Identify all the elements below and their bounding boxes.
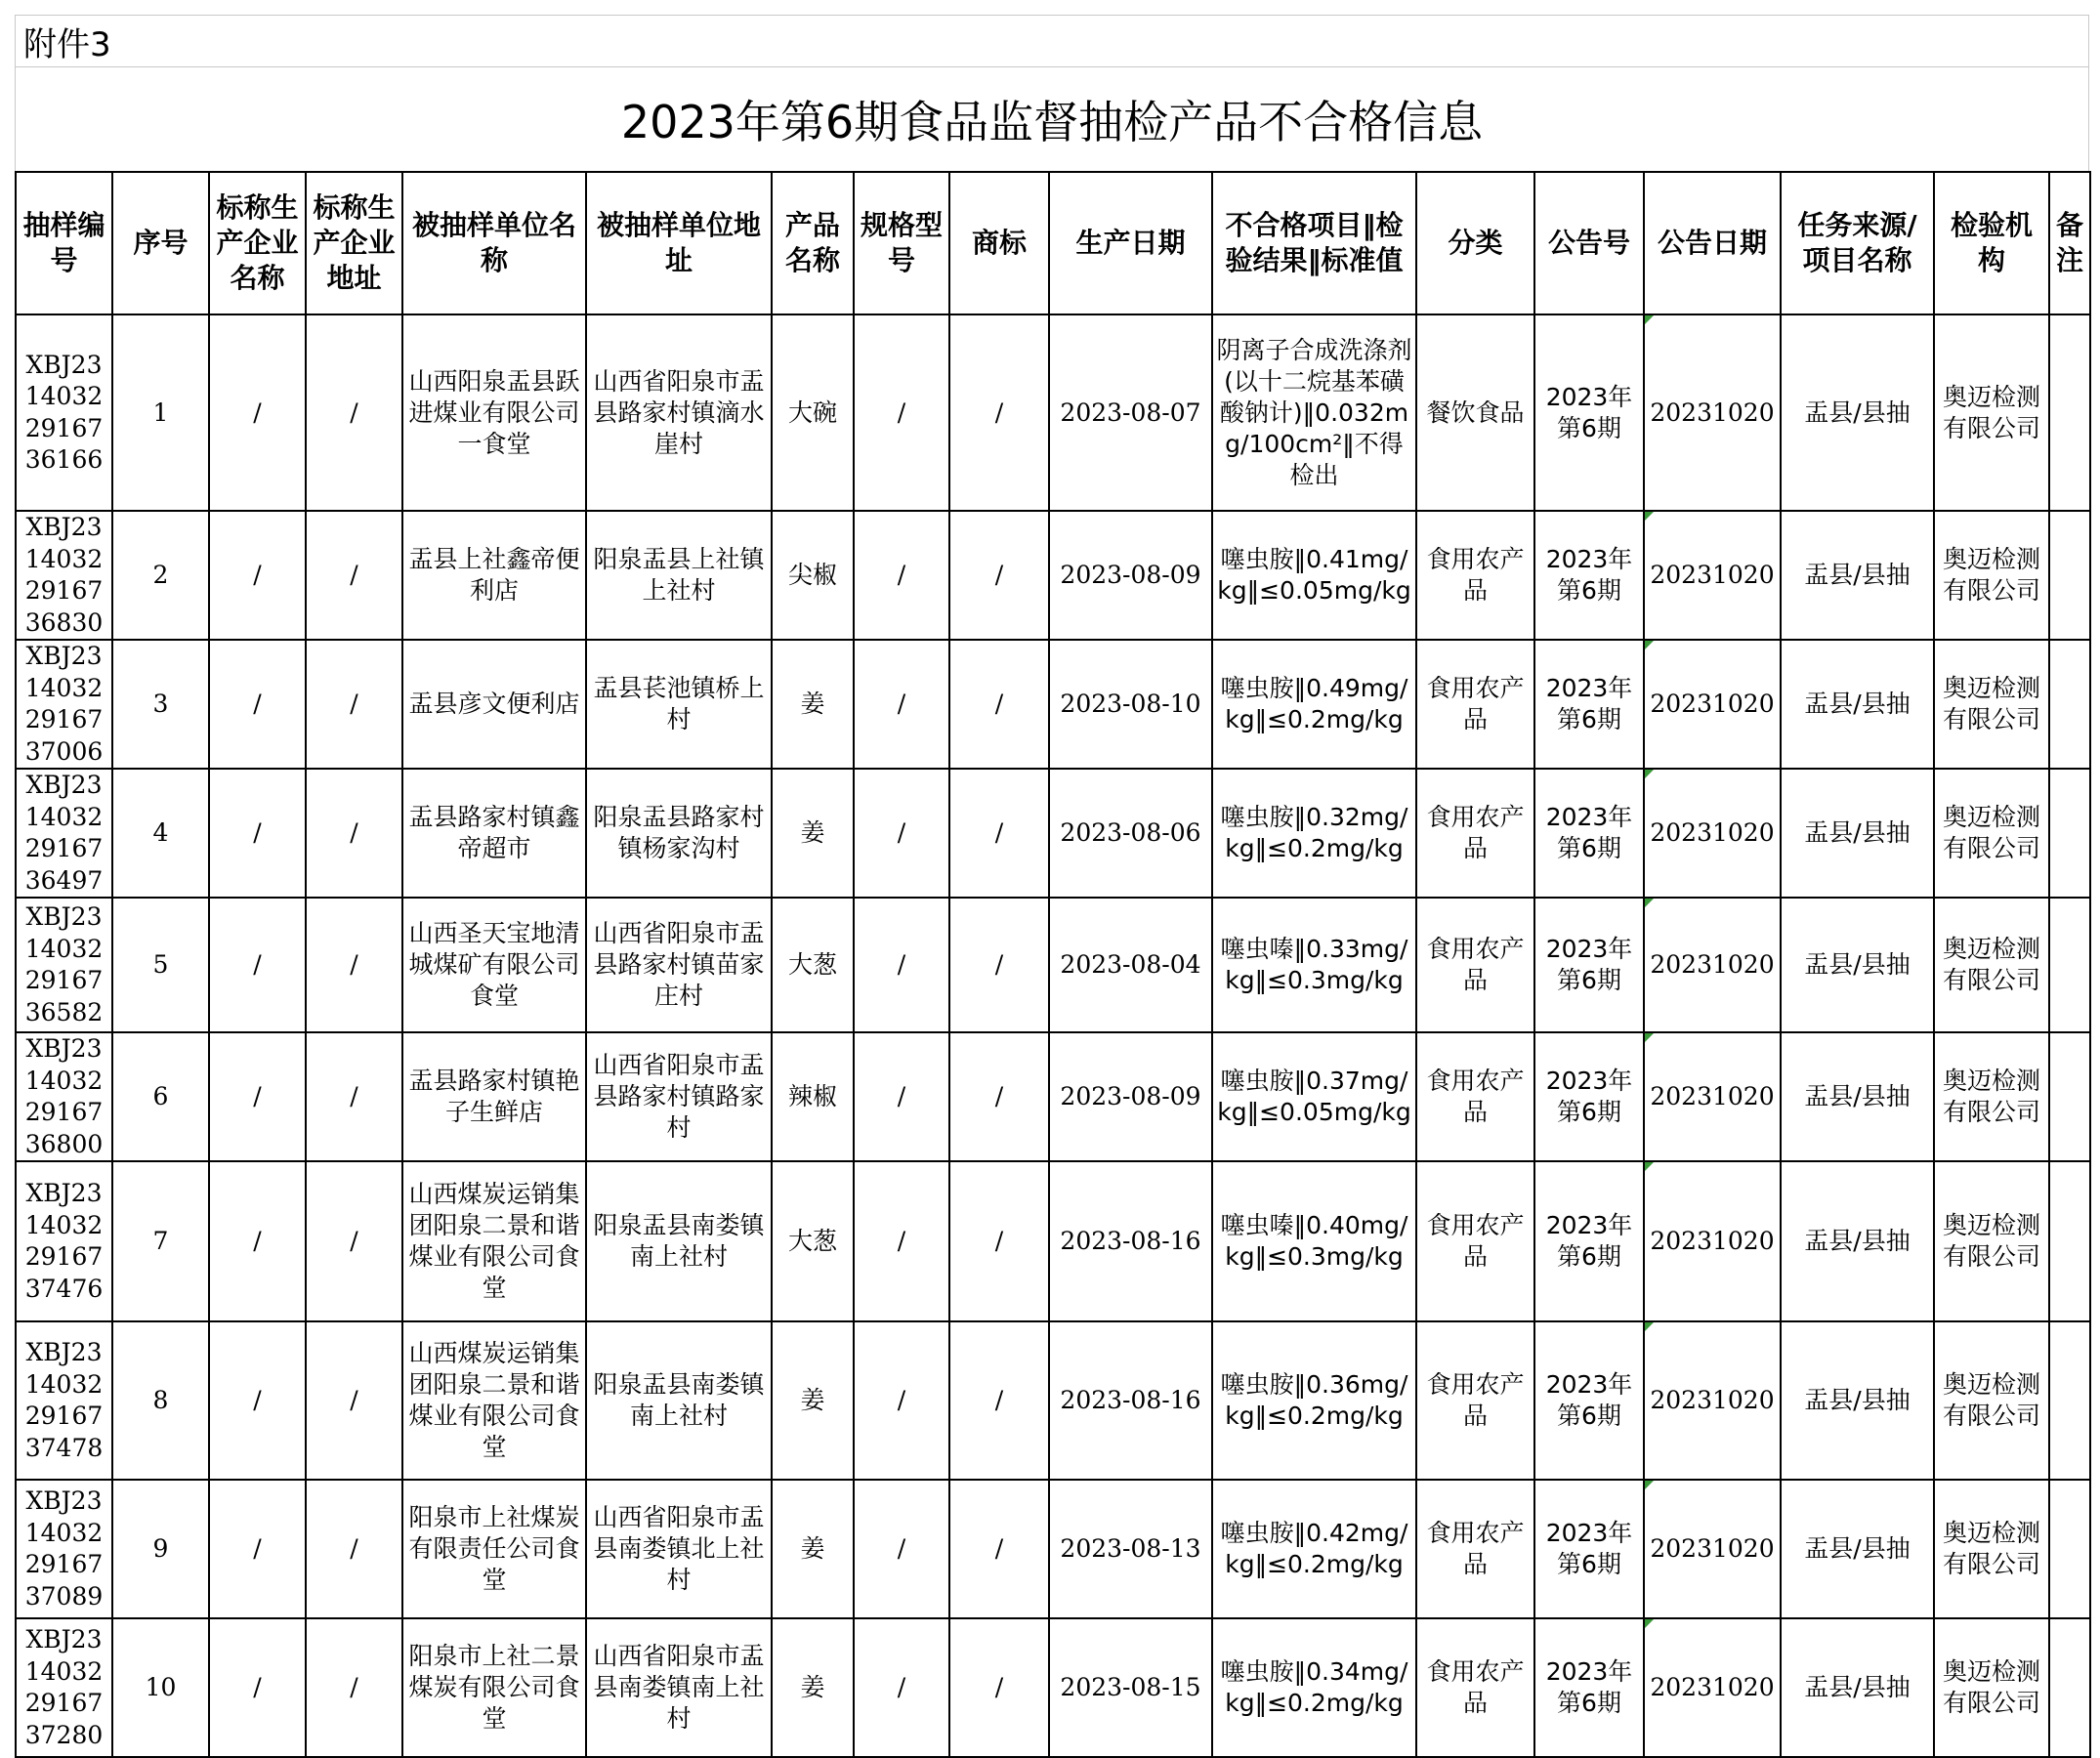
sampled-unit-name-cell: 阳泉市上社煤炭有限责任公司食堂 [402, 1480, 586, 1618]
manufacturer-name-cell: / [209, 1480, 306, 1618]
table-body [16, 314, 2090, 1757]
manufacturer-name-cell: / [209, 314, 306, 511]
notice-number-cell: 2023年第6期 [1534, 314, 1644, 511]
manufacturer-address-cell: / [306, 1321, 402, 1480]
sampled-unit-address-cell: 山西省阳泉市盂县南娄镇南上社村 [586, 1618, 772, 1757]
manufacturer-address-cell: / [306, 1618, 402, 1757]
testing-lab-cell: 奥迈检测有限公司 [1934, 1161, 2049, 1321]
category-cell: 餐饮食品 [1416, 314, 1534, 511]
manufacturer-address-cell: / [306, 1480, 402, 1618]
notice-date-cell: 20231020 [1644, 1321, 1781, 1480]
category-cell: 食用农产品 [1416, 640, 1534, 769]
sampled-unit-name-cell: 盂县上社鑫帝便利店 [402, 511, 586, 640]
task-source-cell: 盂县/县抽 [1781, 640, 1934, 769]
production-date-cell: 2023-08-09 [1049, 1032, 1212, 1161]
manufacturer-name-cell: / [209, 898, 306, 1032]
remark-cell [2049, 640, 2090, 769]
notice-number-cell: 2023年第6期 [1534, 1161, 1644, 1321]
category-cell: 食用农产品 [1416, 511, 1534, 640]
header-cell: 标称生产企业名称 [209, 172, 306, 314]
brand-cell: / [949, 1480, 1049, 1618]
attachment-label: 附件3 [15, 15, 2089, 66]
sampled-unit-name-cell: 山西煤炭运销集团阳泉二景和谐煤业有限公司食堂 [402, 1161, 586, 1321]
task-source-cell: 盂县/县抽 [1781, 1618, 1934, 1757]
brand-cell: / [949, 769, 1049, 898]
product-name-cell: 尖椒 [772, 511, 854, 640]
manufacturer-name-cell: / [209, 1161, 306, 1321]
sampled-unit-name-cell: 山西圣天宝地清城煤矿有限公司食堂 [402, 898, 586, 1032]
sample-code-cell: XBJ23140322916737476 [16, 1161, 112, 1321]
table-row [16, 1480, 2090, 1618]
task-source-cell: 盂县/县抽 [1781, 314, 1934, 511]
failed-item-cell: 阴离子合成洗涤剂(以十二烷基苯磺酸钠计)‖0.032mg/100cm²‖不得检出 [1212, 314, 1416, 511]
product-name-cell: 姜 [772, 769, 854, 898]
brand-cell: / [949, 640, 1049, 769]
row-number-cell: 10 [112, 1618, 209, 1757]
header-cell: 生产日期 [1049, 172, 1212, 314]
remark-cell [2049, 1480, 2090, 1618]
sample-code-cell: XBJ23140322916736830 [16, 511, 112, 640]
row-number-cell: 9 [112, 1480, 209, 1618]
product-name-cell: 大碗 [772, 314, 854, 511]
failed-item-cell: 噻虫胺‖0.32mg/kg‖≤0.2mg/kg [1212, 769, 1416, 898]
header-cell: 分类 [1416, 172, 1534, 314]
manufacturer-name-cell: / [209, 1321, 306, 1480]
table-row [16, 511, 2090, 640]
spec-cell: / [854, 1032, 949, 1161]
table-row [16, 1321, 2090, 1480]
spec-cell: / [854, 769, 949, 898]
remark-cell [2049, 1032, 2090, 1161]
spec-cell: / [854, 1480, 949, 1618]
notice-number-cell: 2023年第6期 [1534, 640, 1644, 769]
notice-date-cell: 20231020 [1644, 314, 1781, 511]
testing-lab-cell: 奥迈检测有限公司 [1934, 1032, 2049, 1161]
spec-cell: / [854, 314, 949, 511]
testing-lab-cell: 奥迈检测有限公司 [1934, 640, 2049, 769]
manufacturer-name-cell: / [209, 511, 306, 640]
brand-cell: / [949, 511, 1049, 640]
spec-cell: / [854, 640, 949, 769]
production-date-cell: 2023-08-06 [1049, 769, 1212, 898]
spec-cell: / [854, 1161, 949, 1321]
testing-lab-cell: 奥迈检测有限公司 [1934, 1321, 2049, 1480]
category-cell: 食用农产品 [1416, 1032, 1534, 1161]
spec-cell: / [854, 511, 949, 640]
table-row [16, 640, 2090, 769]
product-name-cell: 姜 [772, 1480, 854, 1618]
testing-lab-cell: 奥迈检测有限公司 [1934, 769, 2049, 898]
manufacturer-name-cell: / [209, 1618, 306, 1757]
manufacturer-name-cell: / [209, 640, 306, 769]
spec-cell: / [854, 1618, 949, 1757]
row-number-cell: 5 [112, 898, 209, 1032]
table-row [16, 1618, 2090, 1757]
row-number-cell: 8 [112, 1321, 209, 1480]
brand-cell: / [949, 314, 1049, 511]
task-source-cell: 盂县/县抽 [1781, 1161, 1934, 1321]
sample-code-cell: XBJ23140322916736582 [16, 898, 112, 1032]
header-cell: 公告日期 [1644, 172, 1781, 314]
header-cell: 规格型号 [854, 172, 949, 314]
sampled-unit-address-cell: 山西省阳泉市盂县路家村镇苗家庄村 [586, 898, 772, 1032]
notice-number-cell: 2023年第6期 [1534, 769, 1644, 898]
product-name-cell: 姜 [772, 640, 854, 769]
sampled-unit-address-cell: 山西省阳泉市盂县南娄镇北上社村 [586, 1480, 772, 1618]
sample-code-cell: XBJ23140322916737089 [16, 1480, 112, 1618]
notice-date-cell: 20231020 [1644, 640, 1781, 769]
table-row [16, 769, 2090, 898]
remark-cell [2049, 1618, 2090, 1757]
remark-cell [2049, 314, 2090, 511]
notice-number-cell: 2023年第6期 [1534, 511, 1644, 640]
task-source-cell: 盂县/县抽 [1781, 1032, 1934, 1161]
failed-item-cell: 噻虫嗪‖0.40mg/kg‖≤0.3mg/kg [1212, 1161, 1416, 1321]
sample-code-cell: XBJ23140322916737280 [16, 1618, 112, 1757]
remark-cell [2049, 1321, 2090, 1480]
task-source-cell: 盂县/县抽 [1781, 769, 1934, 898]
header-cell: 不合格项目‖检验结果‖标准值 [1212, 172, 1416, 314]
table-row [16, 314, 2090, 511]
sampled-unit-name-cell: 山西阳泉盂县跃进煤业有限公司一食堂 [402, 314, 586, 511]
testing-lab-cell: 奥迈检测有限公司 [1934, 1480, 2049, 1618]
category-cell: 食用农产品 [1416, 1618, 1534, 1757]
header-cell: 抽样编号 [16, 172, 112, 314]
row-number-cell: 2 [112, 511, 209, 640]
sampled-unit-name-cell: 盂县彦文便利店 [402, 640, 586, 769]
manufacturer-address-cell: / [306, 640, 402, 769]
row-number-cell: 3 [112, 640, 209, 769]
notice-date-cell: 20231020 [1644, 1032, 1781, 1161]
manufacturer-address-cell: / [306, 511, 402, 640]
row-number-cell: 1 [112, 314, 209, 511]
sample-code-cell: XBJ23140322916737006 [16, 640, 112, 769]
production-date-cell: 2023-08-16 [1049, 1161, 1212, 1321]
product-name-cell: 大葱 [772, 1161, 854, 1321]
manufacturer-address-cell: / [306, 769, 402, 898]
production-date-cell: 2023-08-16 [1049, 1321, 1212, 1480]
header-cell: 商标 [949, 172, 1049, 314]
spec-cell: / [854, 1321, 949, 1480]
sampled-unit-address-cell: 盂县苌池镇桥上村 [586, 640, 772, 769]
brand-cell: / [949, 1321, 1049, 1480]
header-cell: 公告号 [1534, 172, 1644, 314]
failed-item-cell: 噻虫胺‖0.34mg/kg‖≤0.2mg/kg [1212, 1618, 1416, 1757]
header-cell: 任务来源/项目名称 [1781, 172, 1934, 314]
manufacturer-address-cell: / [306, 898, 402, 1032]
sampled-unit-address-cell: 阳泉盂县路家村镇杨家沟村 [586, 769, 772, 898]
notice-date-cell: 20231020 [1644, 1480, 1781, 1618]
sampled-unit-name-cell: 盂县路家村镇艳子生鲜店 [402, 1032, 586, 1161]
category-cell: 食用农产品 [1416, 1161, 1534, 1321]
brand-cell: / [949, 1161, 1049, 1321]
manufacturer-address-cell: / [306, 314, 402, 511]
manufacturer-name-cell: / [209, 769, 306, 898]
sampled-unit-address-cell: 阳泉盂县南娄镇南上社村 [586, 1321, 772, 1480]
table-row [16, 1161, 2090, 1321]
product-name-cell: 大葱 [772, 898, 854, 1032]
manufacturer-address-cell: / [306, 1032, 402, 1161]
product-name-cell: 姜 [772, 1321, 854, 1480]
notice-number-cell: 2023年第6期 [1534, 1618, 1644, 1757]
task-source-cell: 盂县/县抽 [1781, 511, 1934, 640]
sampled-unit-address-cell: 山西省阳泉市盂县路家村镇路家村 [586, 1032, 772, 1161]
header-cell: 被抽样单位名称 [402, 172, 586, 314]
header-cell: 标称生产企业地址 [306, 172, 402, 314]
task-source-cell: 盂县/县抽 [1781, 1321, 1934, 1480]
remark-cell [2049, 769, 2090, 898]
notice-number-cell: 2023年第6期 [1534, 898, 1644, 1032]
testing-lab-cell: 奥迈检测有限公司 [1934, 511, 2049, 640]
failed-item-cell: 噻虫胺‖0.42mg/kg‖≤0.2mg/kg [1212, 1480, 1416, 1618]
testing-lab-cell: 奥迈检测有限公司 [1934, 898, 2049, 1032]
testing-lab-cell: 奥迈检测有限公司 [1934, 1618, 2049, 1757]
failed-item-cell: 噻虫胺‖0.37mg/kg‖≤0.05mg/kg [1212, 1032, 1416, 1161]
category-cell: 食用农产品 [1416, 769, 1534, 898]
production-date-cell: 2023-08-09 [1049, 511, 1212, 640]
sample-code-cell: XBJ23140322916736800 [16, 1032, 112, 1161]
production-date-cell: 2023-08-15 [1049, 1618, 1212, 1757]
results-table [15, 171, 2091, 1758]
brand-cell: / [949, 1618, 1049, 1757]
product-name-cell: 姜 [772, 1618, 854, 1757]
row-number-cell: 7 [112, 1161, 209, 1321]
task-source-cell: 盂县/县抽 [1781, 898, 1934, 1032]
remark-cell [2049, 898, 2090, 1032]
notice-date-cell: 20231020 [1644, 1618, 1781, 1757]
category-cell: 食用农产品 [1416, 898, 1534, 1032]
header-row [16, 172, 2090, 314]
remark-cell [2049, 511, 2090, 640]
production-date-cell: 2023-08-07 [1049, 314, 1212, 511]
task-source-cell: 盂县/县抽 [1781, 1480, 1934, 1618]
product-name-cell: 辣椒 [772, 1032, 854, 1161]
brand-cell: / [949, 1032, 1049, 1161]
sample-code-cell: XBJ23140322916737478 [16, 1321, 112, 1480]
notice-number-cell: 2023年第6期 [1534, 1321, 1644, 1480]
sampled-unit-address-cell: 阳泉盂县南娄镇南上社村 [586, 1161, 772, 1321]
notice-number-cell: 2023年第6期 [1534, 1480, 1644, 1618]
production-date-cell: 2023-08-04 [1049, 898, 1212, 1032]
sampled-unit-address-cell: 阳泉盂县上社镇上社村 [586, 511, 772, 640]
brand-cell: / [949, 898, 1049, 1032]
failed-item-cell: 噻虫胺‖0.36mg/kg‖≤0.2mg/kg [1212, 1321, 1416, 1480]
sample-code-cell: XBJ23140322916736497 [16, 769, 112, 898]
header-cell: 被抽样单位地址 [586, 172, 772, 314]
notice-date-cell: 20231020 [1644, 898, 1781, 1032]
spreadsheet [15, 15, 2089, 1758]
notice-date-cell: 20231020 [1644, 511, 1781, 640]
manufacturer-address-cell: / [306, 1161, 402, 1321]
row-number-cell: 6 [112, 1032, 209, 1161]
failed-item-cell: 噻虫胺‖0.41mg/kg‖≤0.05mg/kg [1212, 511, 1416, 640]
testing-lab-cell: 奥迈检测有限公司 [1934, 314, 2049, 511]
header-cell: 检验机构 [1934, 172, 2049, 314]
notice-number-cell: 2023年第6期 [1534, 1032, 1644, 1161]
row-number-cell: 4 [112, 769, 209, 898]
table-row [16, 898, 2090, 1032]
production-date-cell: 2023-08-13 [1049, 1480, 1212, 1618]
production-date-cell: 2023-08-10 [1049, 640, 1212, 769]
category-cell: 食用农产品 [1416, 1321, 1534, 1480]
category-cell: 食用农产品 [1416, 1480, 1534, 1618]
sampled-unit-name-cell: 山西煤炭运销集团阳泉二景和谐煤业有限公司食堂 [402, 1321, 586, 1480]
manufacturer-name-cell: / [209, 1032, 306, 1161]
sample-code-cell: XBJ23140322916736166 [16, 314, 112, 511]
table-row [16, 1032, 2090, 1161]
header-cell: 序号 [112, 172, 209, 314]
remark-cell [2049, 1161, 2090, 1321]
notice-date-cell: 20231020 [1644, 769, 1781, 898]
spec-cell: / [854, 898, 949, 1032]
header-cell: 产品名称 [772, 172, 854, 314]
sampled-unit-name-cell: 盂县路家村镇鑫帝超市 [402, 769, 586, 898]
failed-item-cell: 噻虫嗪‖0.33mg/kg‖≤0.3mg/kg [1212, 898, 1416, 1032]
header-cell: 备注 [2049, 172, 2090, 314]
sampled-unit-name-cell: 阳泉市上社二景煤炭有限公司食堂 [402, 1618, 586, 1757]
notice-date-cell: 20231020 [1644, 1161, 1781, 1321]
document-title: 2023年第6期食品监督抽检产品不合格信息 [15, 66, 2089, 171]
sampled-unit-address-cell: 山西省阳泉市盂县路家村镇滴水崖村 [586, 314, 772, 511]
failed-item-cell: 噻虫胺‖0.49mg/kg‖≤0.2mg/kg [1212, 640, 1416, 769]
